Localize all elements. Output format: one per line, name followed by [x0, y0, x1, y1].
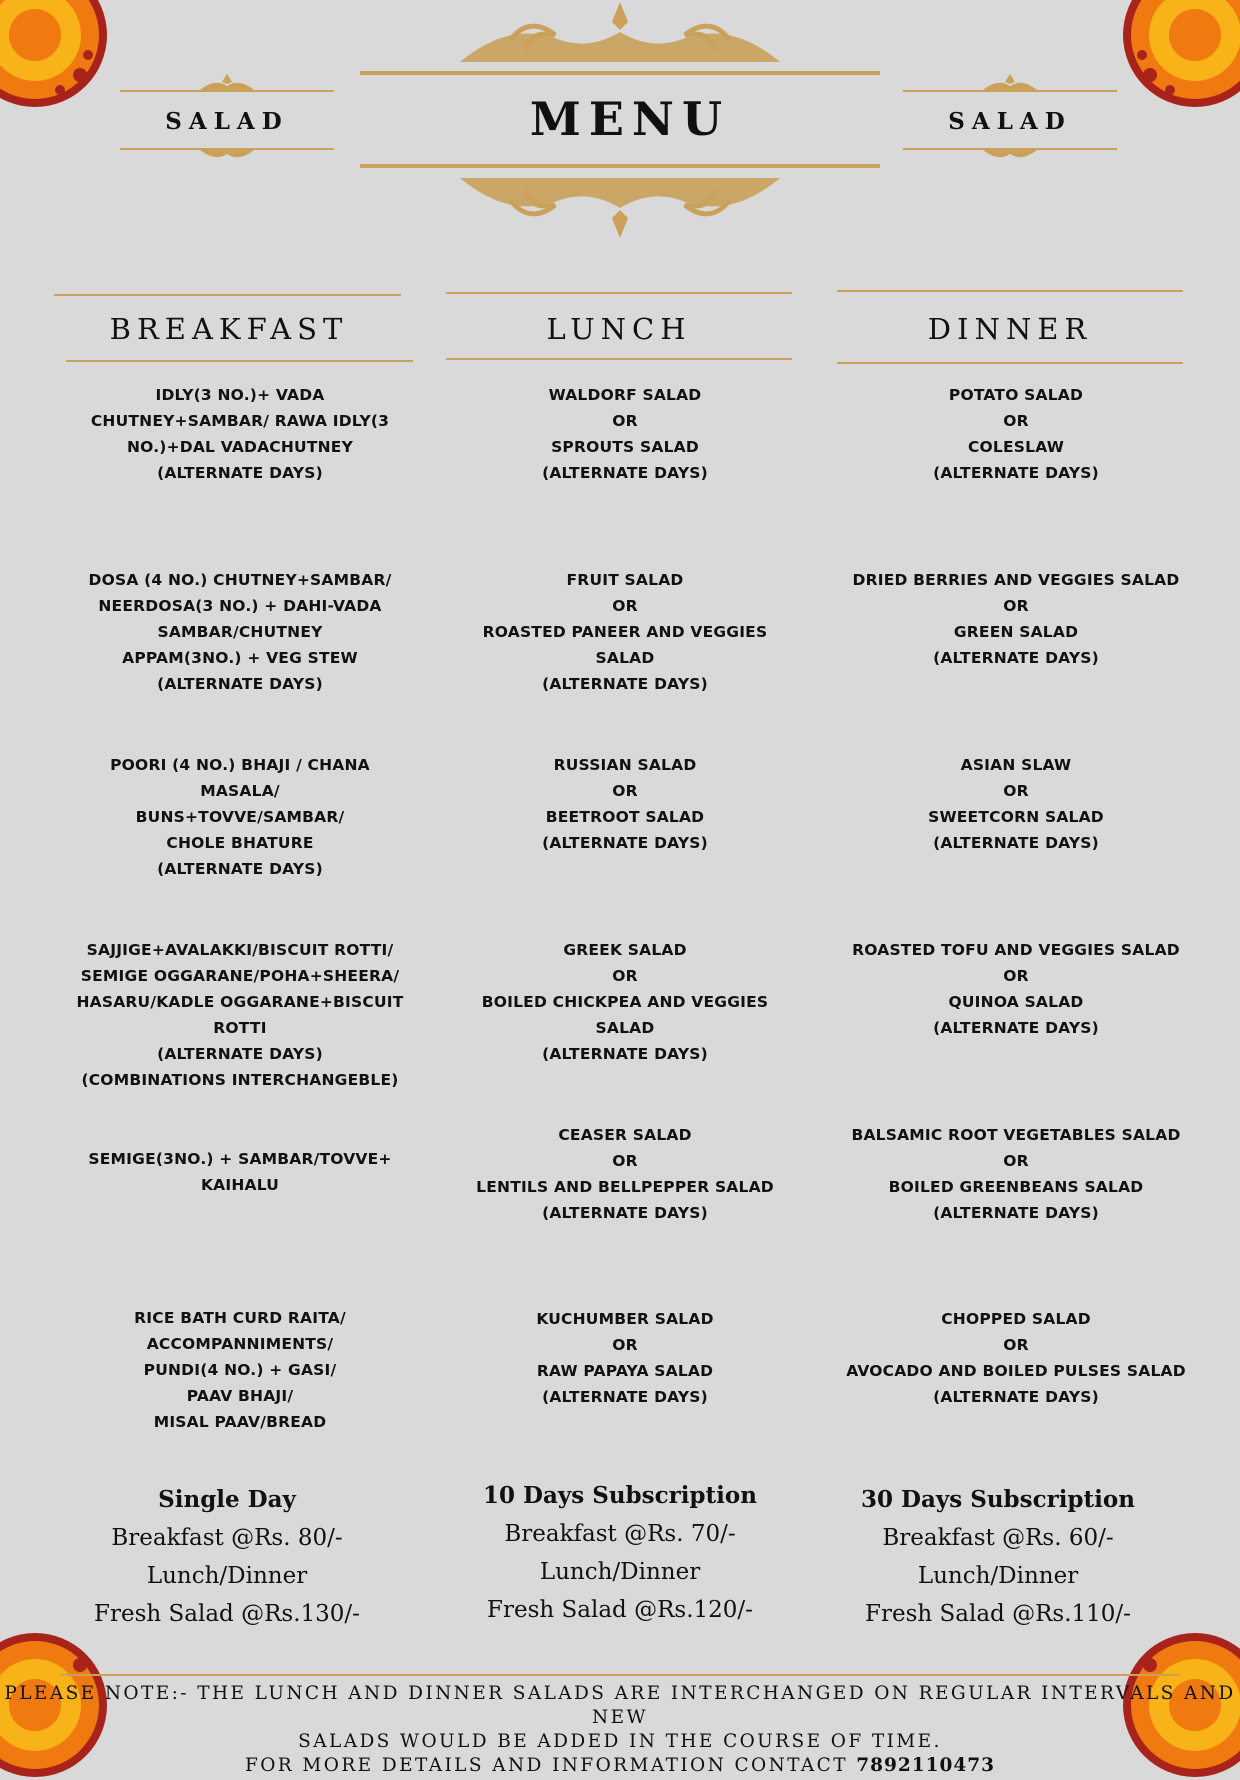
footer-rule	[60, 1674, 1180, 1676]
breakfast-item-6: RICE BATH CURD RAITA/ ACCOMPANNIMENTS/ PUNDI(4 NO.) + GASI/ PAAV BHAJI/ MISAL PAAV/BREAD	[134, 1309, 346, 1431]
dinner-item-5: BALSAMIC ROOT VEGETABLES SALAD OR BOILED GREENBEANS SALAD (ALTERNATE DAYS)	[851, 1126, 1181, 1222]
lunch-item-5: CEASER SALAD OR LENTILS AND BELLPEPPER SALAD (ALTERNATE DAYS)	[476, 1126, 774, 1222]
right-label-top-ornament-icon	[903, 74, 1117, 94]
dinner-heading: DINNER	[927, 312, 1093, 346]
dinner-item-1: POTATO SALAD OR COLESLAW (ALTERNATE DAYS)	[933, 386, 1099, 482]
lunch-bottom-rule	[446, 358, 792, 360]
pricing-single-day: Single Day Breakfast @Rs. 80/- Lunch/Dinner Fresh Salad @Rs.130/-	[62, 1481, 392, 1633]
right-label-bottom-ornament-icon	[903, 146, 1117, 166]
right-salad-label: SALAD	[948, 108, 1072, 135]
breakfast-bottom-rule	[66, 360, 413, 362]
lunch-top-rule	[446, 292, 792, 294]
breakfast-top-rule	[54, 294, 401, 296]
dinner-item-6: CHOPPED SALAD OR AVOCADO AND BOILED PULSES SALAD (ALTERNATE DAYS)	[846, 1310, 1186, 1406]
dinner-top-rule	[837, 290, 1183, 292]
lunch-item-1: WALDORF SALAD OR SPROUTS SALAD (ALTERNATE DAYS)	[542, 386, 708, 482]
top-left-flower-icon	[0, 0, 110, 110]
dinner-item-3: ASIAN SLAW OR SWEETCORN SALAD (ALTERNATE DAYS)	[928, 756, 1104, 852]
top-right-flower-icon	[1120, 0, 1240, 110]
breakfast-item-4: SAJJIGE+AVALAKKI/BISCUIT ROTTI/ SEMIGE OGGARANE/POHA+SHEERA/ HASARU/KADLE OGGARANE+BISCUIT ROTTI (ALTERNATE DAYS) (COMBINATIONS INTERCHANGEBLE)	[76, 941, 404, 1089]
breakfast-item-1: IDLY(3 NO.)+ VADA CHUTNEY+SAMBAR/ RAWA IDLY(3 NO.)+DAL VADACHUTNEY (ALTERNATE DAYS)	[90, 386, 390, 482]
lunch-item-2: FRUIT SALAD OR ROASTED PANEER AND VEGGIES SALAD (ALTERNATE DAYS)	[482, 571, 768, 693]
footer-line-2: SALADS WOULD BE ADDED IN THE COURSE OF TIME.	[298, 1731, 942, 1752]
footer-line-3: FOR MORE DETAILS AND INFORMATION CONTACT 7892110473	[245, 1755, 995, 1776]
top-flourish-icon	[360, 0, 880, 80]
left-label-bottom-ornament-icon	[120, 146, 334, 166]
pricing-heading: 30 Days Subscription	[861, 1486, 1135, 1513]
page-title: MENU	[529, 92, 731, 146]
dinner-bottom-rule	[837, 362, 1183, 364]
breakfast-item-3: POORI (4 NO.) BHAJI / CHANA MASALA/ BUNS+TOVVE/SAMBAR/ CHOLE BHATURE (ALTERNATE DAYS)	[110, 756, 370, 878]
lunch-item-4: GREEK SALAD OR BOILED CHICKPEA AND VEGGIES SALAD (ALTERNATE DAYS)	[481, 941, 769, 1063]
dinner-item-4: ROASTED TOFU AND VEGGIES SALAD OR QUINOA SALAD (ALTERNATE DAYS)	[852, 941, 1180, 1037]
pricing-heading: Single Day	[158, 1486, 296, 1513]
breakfast-item-5: SEMIGE(3NO.) + SAMBAR/TOVVE+ KAIHALU	[88, 1150, 392, 1194]
footer-line-1: PLEASE NOTE:- THE LUNCH AND DINNER SALADS ARE INTERCHANGED ON REGULAR INTERVALS AND NEW	[4, 1683, 1236, 1728]
footer-note	[0, 1682, 1240, 1778]
lunch-heading: LUNCH	[546, 312, 692, 346]
lunch-item-3: RUSSIAN SALAD OR BEETROOT SALAD (ALTERNATE DAYS)	[542, 756, 708, 852]
dinner-item-2: DRIED BERRIES AND VEGGIES SALAD OR GREEN SALAD (ALTERNATE DAYS)	[852, 571, 1180, 667]
breakfast-item-2: DOSA (4 NO.) CHUTNEY+SAMBAR/ NEERDOSA(3 NO.) + DAHI-VADA SAMBAR/CHUTNEY APPAM(3NO.) + VEG STEW (ALTERNATE DAYS)	[88, 571, 392, 693]
bottom-flourish-icon	[360, 162, 880, 242]
pricing-heading: 10 Days Subscription	[483, 1482, 757, 1509]
left-salad-label: SALAD	[165, 108, 289, 135]
pricing-10-days: 10 Days Subscription Breakfast @Rs. 70/- Lunch/Dinner Fresh Salad @Rs.120/-	[455, 1477, 785, 1629]
breakfast-heading: BREAKFAST	[109, 312, 349, 346]
lunch-item-6: KUCHUMBER SALAD OR RAW PAPAYA SALAD (ALTERNATE DAYS)	[536, 1310, 714, 1406]
left-label-top-ornament-icon	[120, 74, 334, 94]
pricing-30-days: 30 Days Subscription Breakfast @Rs. 60/- Lunch/Dinner Fresh Salad @Rs.110/-	[833, 1481, 1163, 1633]
contact-phone[interactable]: 7892110473	[856, 1755, 995, 1776]
